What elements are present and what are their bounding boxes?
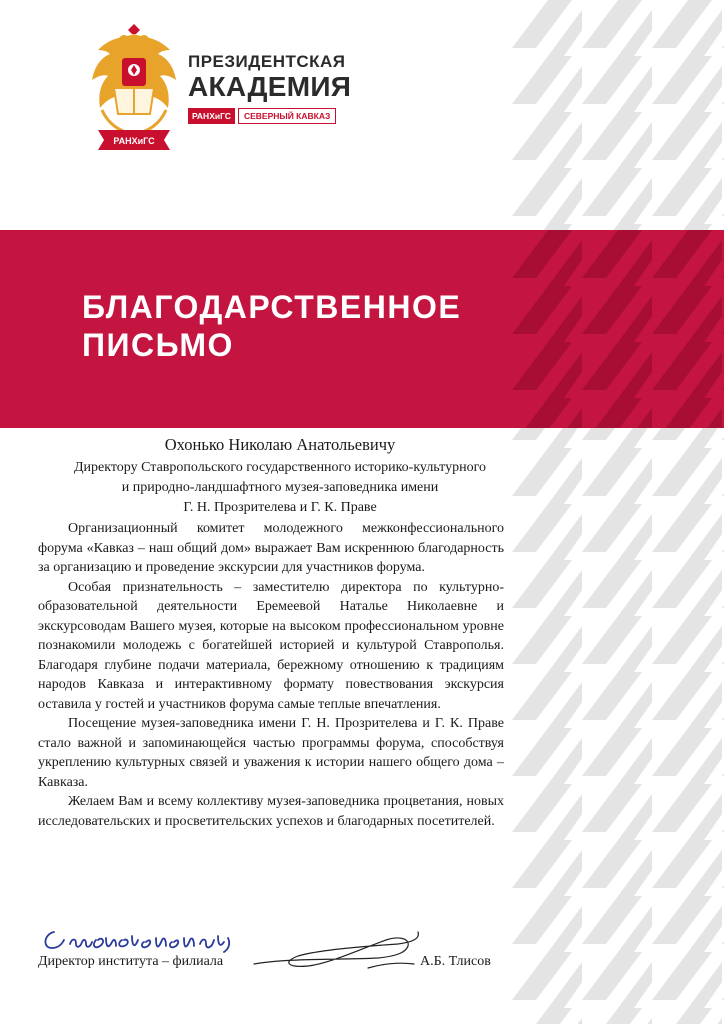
body-paragraph-2: Особая признательность – заместителю директора по культурно-образовательной деятельности Еремеевой Наталье Николаевне и экскурсоводам Вашего музея, которые на высоком профессиональном уровне познакомили молодежь с богатейшей историей и культурой Ставрополья. Благодаря глубине подачи материала, бережному отношению к традициям народов Кавказа и интерактивному формату повествования экскурсия оставила у гостей и участников форума самые теплые впечатления.	[38, 579, 504, 712]
signature	[248, 924, 428, 976]
logo-ribbon-text: РАНХиГС	[113, 136, 155, 146]
brand-line1: ПРЕЗИДЕНТСКАЯ	[188, 52, 346, 71]
badge-region: СЕВЕРНЫЙ КАВКАЗ	[238, 108, 336, 124]
decorative-pattern	[512, 0, 724, 1024]
banner-pattern	[512, 230, 724, 428]
brand-line2: АКАДЕМИЯ	[188, 71, 352, 102]
recipient-position	[30, 458, 530, 518]
body-paragraph-4: Желаем Вам и всему коллективу музея-заповедника процветания, новых исследовательских и просветительских успехов и благодарных посетителей.	[38, 794, 504, 829]
badge-short: РАНХиГС	[188, 108, 235, 124]
signature-row	[38, 952, 508, 976]
letter-body	[38, 519, 504, 831]
recipient-position-line2: и природно-ландшафтного музея-заповедника имени	[121, 480, 439, 495]
recipient-position-line1: Директору Ставропольского государственного историко-культурного	[74, 460, 486, 475]
brand-block	[188, 52, 368, 124]
academy-emblem-logo	[84, 24, 184, 164]
recipient-block	[30, 434, 530, 518]
recipient-name: Охонько Николаю Анатольевичу	[164, 435, 396, 454]
eagle-icon	[92, 24, 176, 134]
body-paragraph-1: Организационный комитет молодежного межконфессионального форума «Кавказ – наш общий дом» выражает Вам искреннюю благодарность за организацию и проведение экскурсии для участников форума.	[38, 521, 504, 575]
recipient-position-line3: Г. Н. Прозрителева и Г. К. Праве	[183, 500, 377, 515]
document-title	[82, 288, 461, 364]
signer-name: А.Б. Тлисов	[420, 954, 491, 969]
brand-badges	[188, 108, 368, 124]
signer-title: Директор института – филиала	[38, 954, 224, 969]
title-line1: БЛАГОДАРСТВЕННОЕ	[82, 289, 462, 325]
title-line2: ПИСЬМО	[82, 327, 234, 363]
body-paragraph-3: Посещение музея-заповедника имени Г. Н. Прозрителева и Г. К. Праве стало важной и запоминающейся частью программы форума, способствуя укреплению культурных связей и уважения к истории нашего общего дома – Кавказа.	[38, 716, 504, 790]
title-banner	[0, 230, 724, 428]
